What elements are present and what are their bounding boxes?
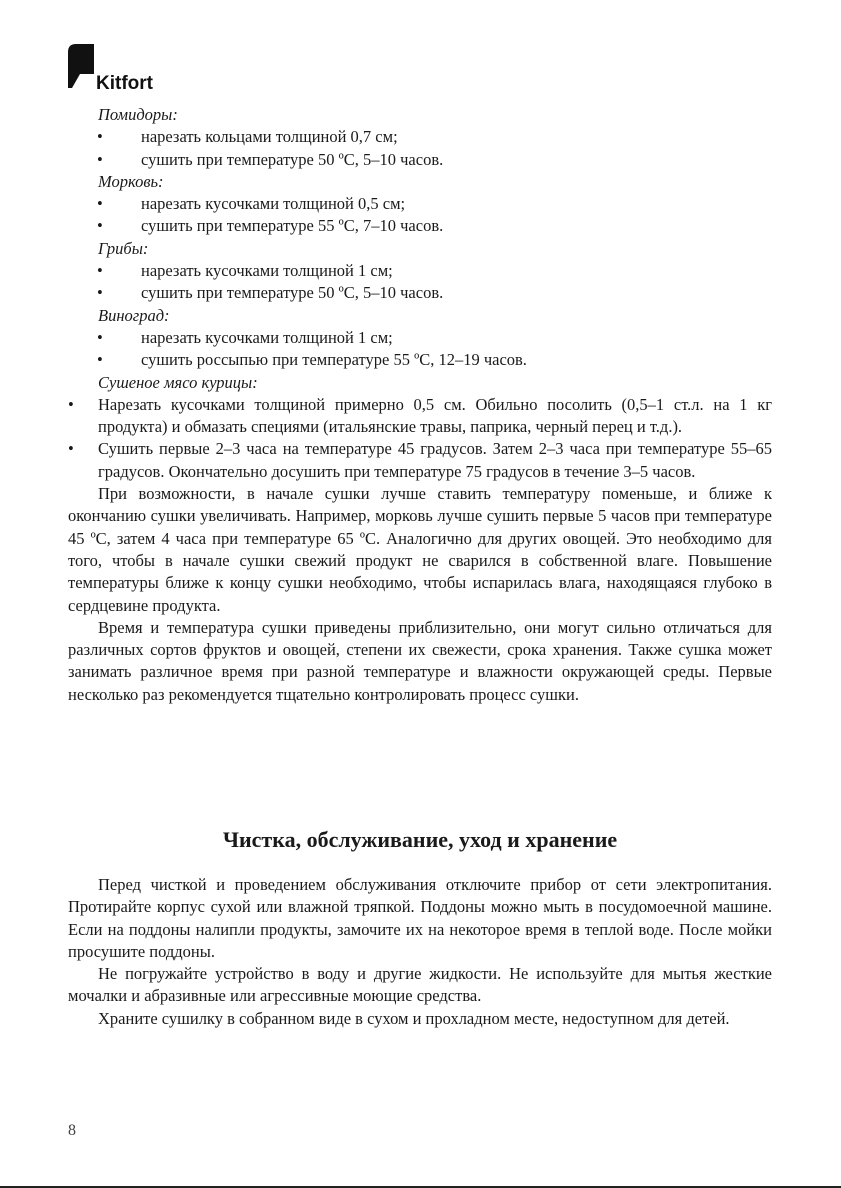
list-item	[68, 215, 772, 237]
bullet: •	[97, 327, 103, 347]
bullet: •	[97, 350, 103, 370]
list-item-text: нарезать кольцами толщиной 0,7 см;	[141, 127, 398, 147]
section-heading: Чистка, обслуживание, уход и хранение	[222, 827, 618, 852]
list-item-text: Сушить первые 2–3 часа на температуре 45 градусов. Затем 2–3 часа при температуре 55–65 градусов. Окончательно досушить при температуре 75 градусов в течение 3–5 часов.	[98, 439, 772, 481]
list-item	[68, 282, 772, 304]
category-label: Грибы:	[98, 238, 149, 258]
list-item	[68, 149, 772, 171]
category-label: Морковь:	[98, 171, 164, 191]
bullet: •	[68, 394, 74, 414]
bullet: •	[97, 216, 103, 236]
bullet: •	[97, 194, 103, 214]
list-item-text: нарезать кусочками толщиной 0,5 см;	[141, 194, 406, 214]
list-item-text: нарезать кусочками толщиной 1 см;	[141, 327, 393, 347]
body-paragraph: Храните сушилку в собранном виде в сухом и прохладном месте, недоступном для детей.	[98, 1008, 730, 1028]
category-label: Сушеное мясо курицы:	[98, 372, 258, 392]
list-item	[68, 394, 772, 439]
body-paragraph: При возможности, в начале сушки лучше ставить температуру поменьше, и ближе к окончанию сушки увеличивать. Например, морковь лучше сушить первые 5 часов при температуре 45 ºC, затем 4 часа при температуре 65 ºC. Аналогично для других овощей. Это необходимо для того, чтобы в начале сушки свежий продукт не сварился в собственной влаге. Повышение температуры ближе к концу сушки необходимо, чтобы испарилась влага, находящаяся глубоко в сердцевине продукта.	[68, 484, 772, 615]
category-label: Виноград:	[98, 305, 170, 325]
section-content	[68, 874, 772, 1030]
list-item	[68, 349, 772, 371]
body-paragraph: Время и температура сушки приведены приблизительно, они могут сильно отличаться для различных сортов фруктов и овощей, степени их свежести, срока хранения. Также сушка может занимать различное время при разной температуре и влажности окружающей среды. Первые несколько раз рекомендуется тщательно контролировать процесс сушки.	[68, 617, 772, 704]
body-paragraph: Не погружайте устройство в воду и другие жидкости. Не используйте для мытья жесткие мочалки и абразивные или агрессивные моющие средства.	[68, 964, 772, 1006]
brand-name: Kitfort	[96, 73, 153, 94]
main-content	[68, 104, 772, 706]
bullet: •	[68, 439, 74, 459]
list-item-text: сушить при температуре 50 ºC, 5–10 часов.	[141, 283, 444, 303]
brand-logo	[68, 44, 153, 94]
list-item	[68, 260, 772, 282]
list-item	[68, 327, 772, 349]
list-item-text: сушить при температуре 55 ºC, 7–10 часов.	[141, 216, 444, 236]
bullet: •	[97, 261, 103, 281]
list-item	[68, 438, 772, 483]
list-item	[68, 126, 772, 148]
list-item-text: сушить россыпью при температуре 55 ºC, 12–19 часов.	[141, 350, 527, 370]
page-number: 8	[68, 1122, 76, 1139]
bullet: •	[97, 283, 103, 303]
category-label: Помидоры:	[98, 105, 178, 124]
bullet: •	[97, 149, 103, 169]
list-item-text: нарезать кусочками толщиной 1 см;	[141, 261, 393, 281]
list-item-text: Нарезать кусочками толщиной примерно 0,5 см. Обильно посолить (0,5–1 ст.л. на 1 кг продукта) и обмазать специями (итальянские травы, паприка, черный перец и т.д.).	[98, 394, 772, 437]
kitfort-logo-icon	[68, 44, 94, 90]
bullet: •	[97, 127, 103, 147]
body-paragraph: Перед чисткой и проведением обслуживания отключите прибор от сети электропитания. Протирайте корпус сухой или влажной тряпкой. Поддоны можно мыть в посудомоечной машине. Если на поддоны налипли продукты, замочите их на некоторое время в теплой воде. После мойки просушите поддоны.	[68, 875, 772, 961]
list-item	[68, 193, 772, 215]
list-item-text: сушить при температуре 50 ºC, 5–10 часов.	[141, 149, 444, 169]
